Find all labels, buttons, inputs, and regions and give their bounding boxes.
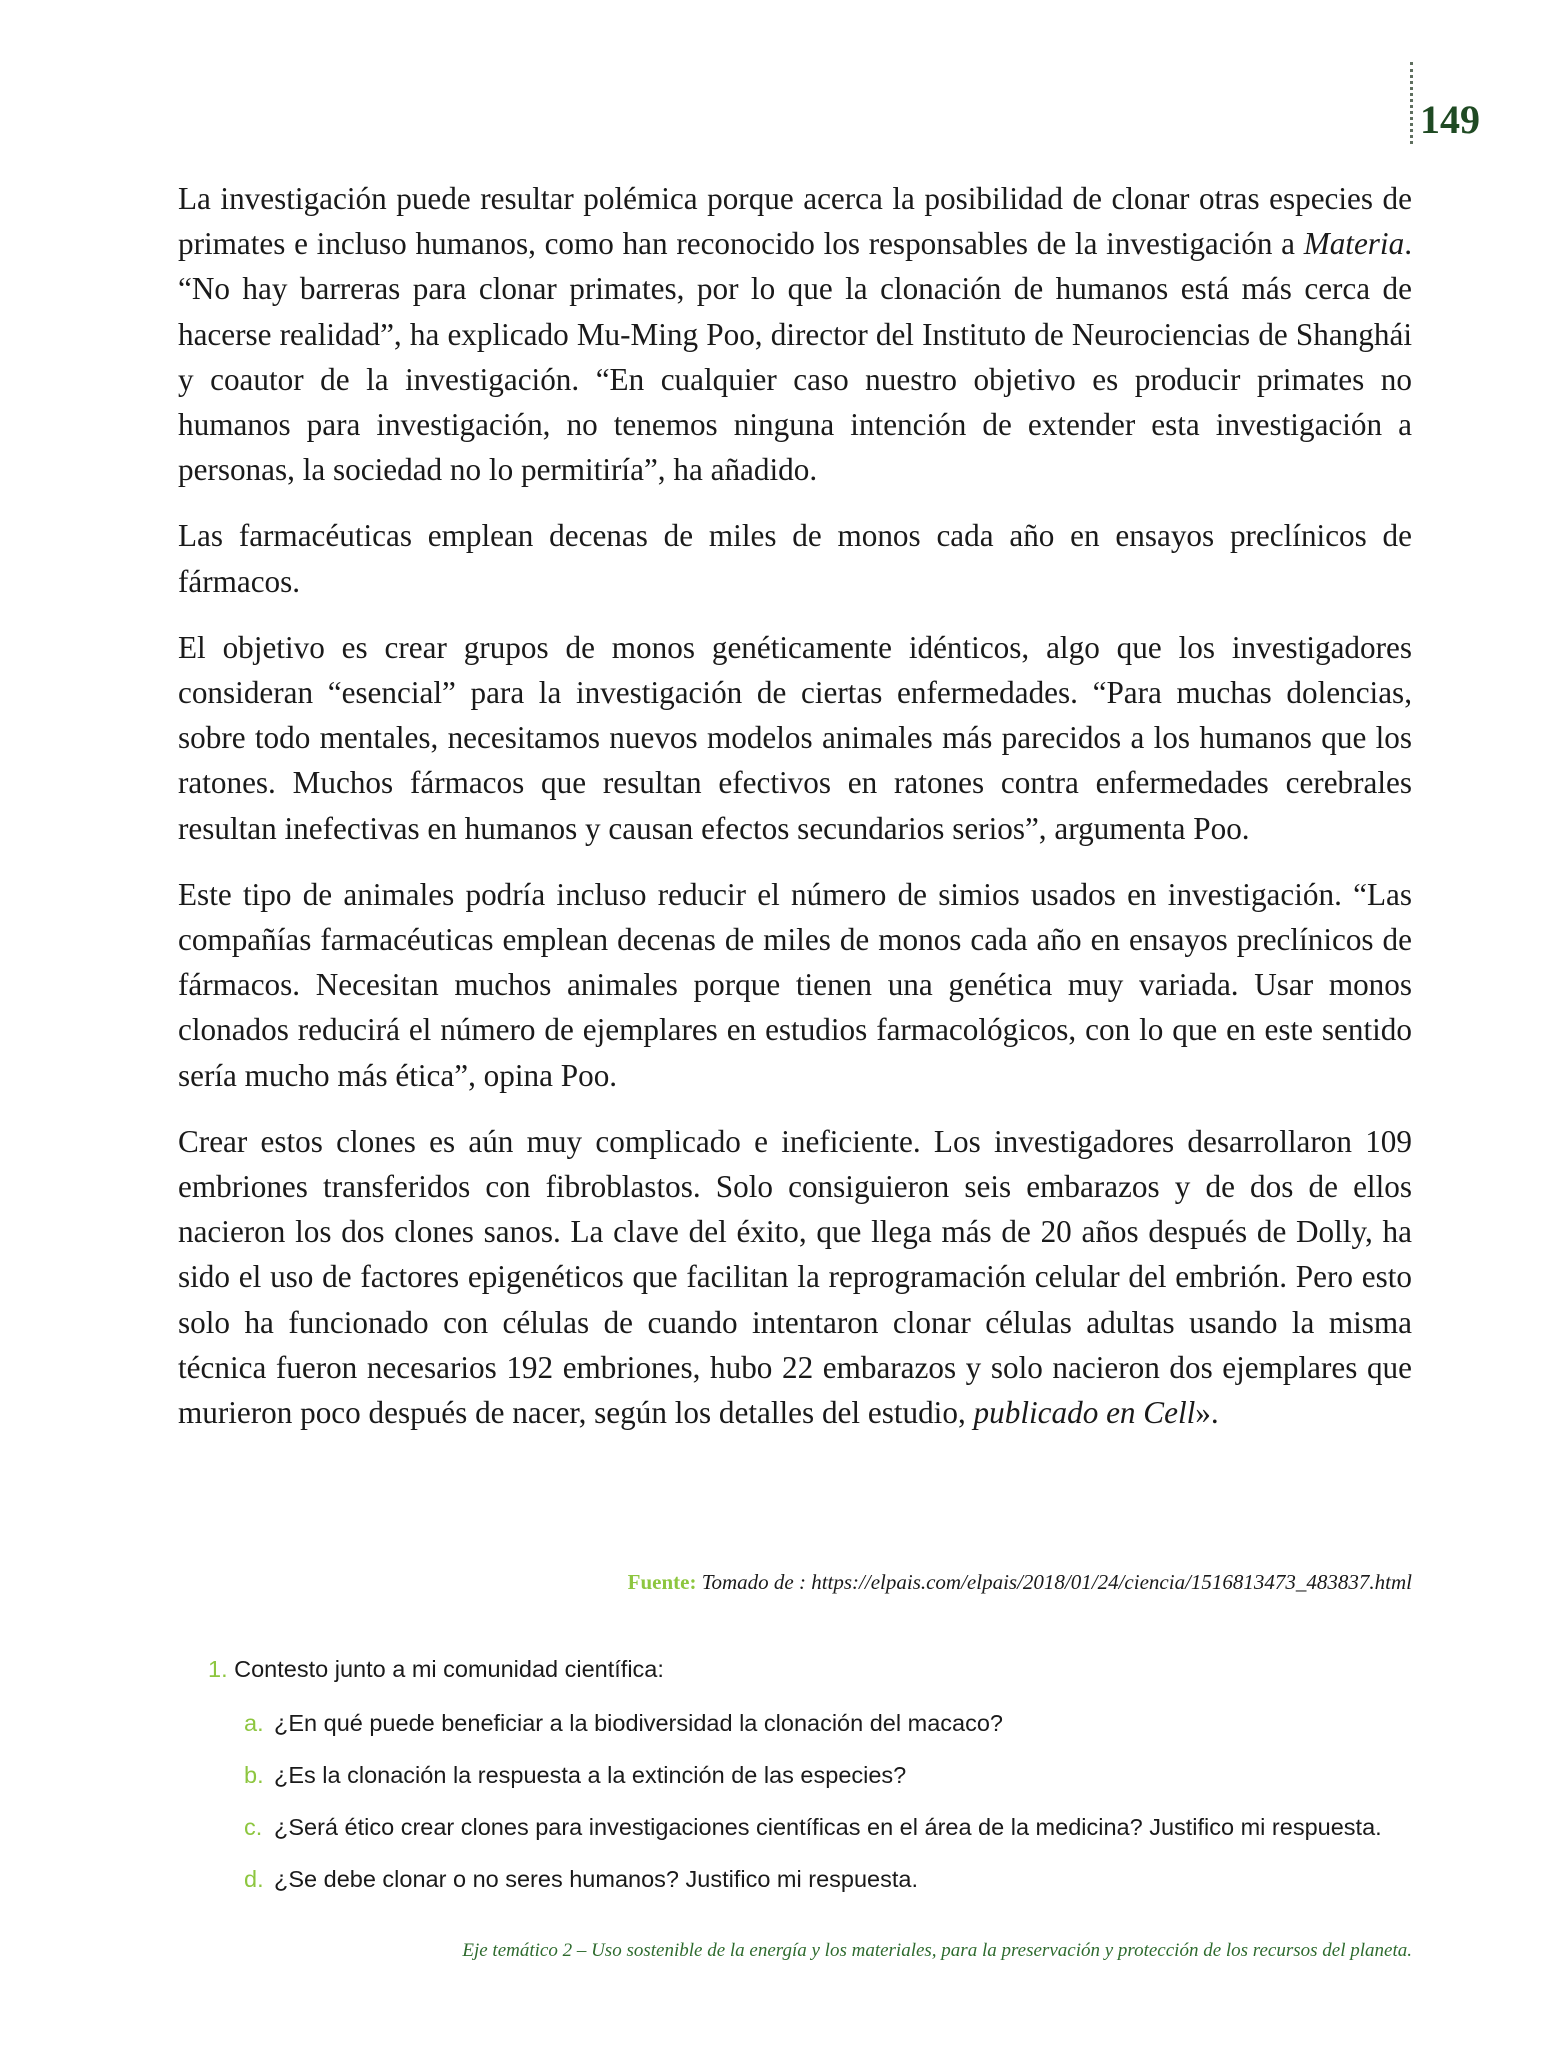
question-letter: a. <box>244 1710 264 1736</box>
question-letter: b. <box>244 1762 264 1788</box>
article-paragraph: La investigación puede resultar polémica porque acerca la posibilidad de clonar otras especies de primates e incluso humanos, como han reconocido los responsables de la investigación a Materia. “No hay barreras para clonar primates, por lo que la clonación de humanos está más cerca de hacerse realidad”, ha explicado Mu-Ming Poo, director del Instituto de Neurociencias de Shanghái y coautor de la investigación. “En cualquier caso nuestro objetivo es producir primates no humanos para investigación, no tenemos ninguna intención de extender esta investigación a personas, la sociedad no lo permitiría”, ha añadido. <box>178 181 1412 488</box>
source-link[interactable]: Tomado de : https://elpais.com/elpais/2018/01/24/ciencia/1516813473_483837.html <box>701 1570 1412 1594</box>
article-paragraph: Este tipo de animales podría incluso reducir el número de simios usados en investigación. “Las compañías farmacéuticas emplean decenas de miles de monos cada año en ensayos preclínicos de fármacos. Necesitan muchos animales porque tienen una genética muy variada. Usar monos clonados reducirá el número de ejemplares en estudios farmacológicos, con lo que en este sentido sería mucho más ética”, opina Poo. <box>178 876 1412 1093</box>
question-item <box>244 1758 1418 1792</box>
source-label: Fuente: <box>627 1570 697 1594</box>
activity-prompt: 1. Contesto junto a mi comunidad científica: <box>208 1656 664 1682</box>
article-paragraph: El objetivo es crear grupos de monos genéticamente idénticos, algo que los investigadores consideran “esencial” para la investigación de ciertas enfermedades. “Para muchas dolencias, sobre todo mentales, necesitamos nuevos modelos animales más parecidos a los humanos que los ratones. Muchos fármacos que resultan efectivos en ratones contra enfermedades cerebrales resultan inefectivas en humanos y causan efectos secundarios serios”, argumenta Poo. <box>178 629 1412 846</box>
activity-number: 1. <box>208 1656 228 1682</box>
activity-section <box>208 1652 1418 1914</box>
question-text: ¿Será ético crear clones para investigaciones científicas en el área de la medicina? Justifico mi respuesta. <box>274 1814 1382 1840</box>
question-letter: d. <box>244 1866 264 1892</box>
page-number-divider <box>1410 62 1413 144</box>
question-letter: c. <box>244 1814 263 1840</box>
question-text: ¿Es la clonación la respuesta a la extinción de las especies? <box>274 1762 907 1788</box>
article-paragraph: Las farmacéuticas emplean decenas de miles de monos cada año en ensayos preclínicos de fármacos. <box>178 518 1412 599</box>
article-paragraph: Crear estos clones es aún muy complicado e ineficiente. Los investigadores desarrollaron 109 embriones transferidos con fibroblastos. Solo consiguieron seis embarazos y de dos de ellos nacieron los dos clones sanos. La clave del éxito, que llega más de 20 años después de Dolly, ha sido el uso de factores epigenéticos que facilitan la reprogramación celular del embrión. Pero esto solo ha funcionado con células de cuando intentaron clonar células adultas usando la misma técnica fueron necesarios 192 embriones, hubo 22 embarazos y solo nacieron dos ejemplares que murieron poco después de nacer, según los detalles del estudio, publicado en Cell». <box>178 1123 1412 1431</box>
publication-reference: publicado en Cell <box>973 1395 1196 1431</box>
question-item <box>244 1810 1418 1844</box>
source-citation <box>178 1570 1412 1595</box>
publication-name: Materia <box>1303 226 1405 262</box>
article-body <box>178 176 1412 1456</box>
question-text: ¿En qué puede beneficiar a la biodiversidad la clonación del macaco? <box>274 1710 1003 1736</box>
question-item <box>244 1706 1418 1740</box>
page-footer: Eje temático 2 – Uso sostenible de la energía y los materiales, para la preservación y protección de los recursos del planeta. <box>462 1940 1412 1961</box>
question-item <box>244 1862 1418 1896</box>
page-number: 149 <box>1420 97 1480 142</box>
question-text: ¿Se debe clonar o no seres humanos? Justifico mi respuesta. <box>274 1866 918 1892</box>
